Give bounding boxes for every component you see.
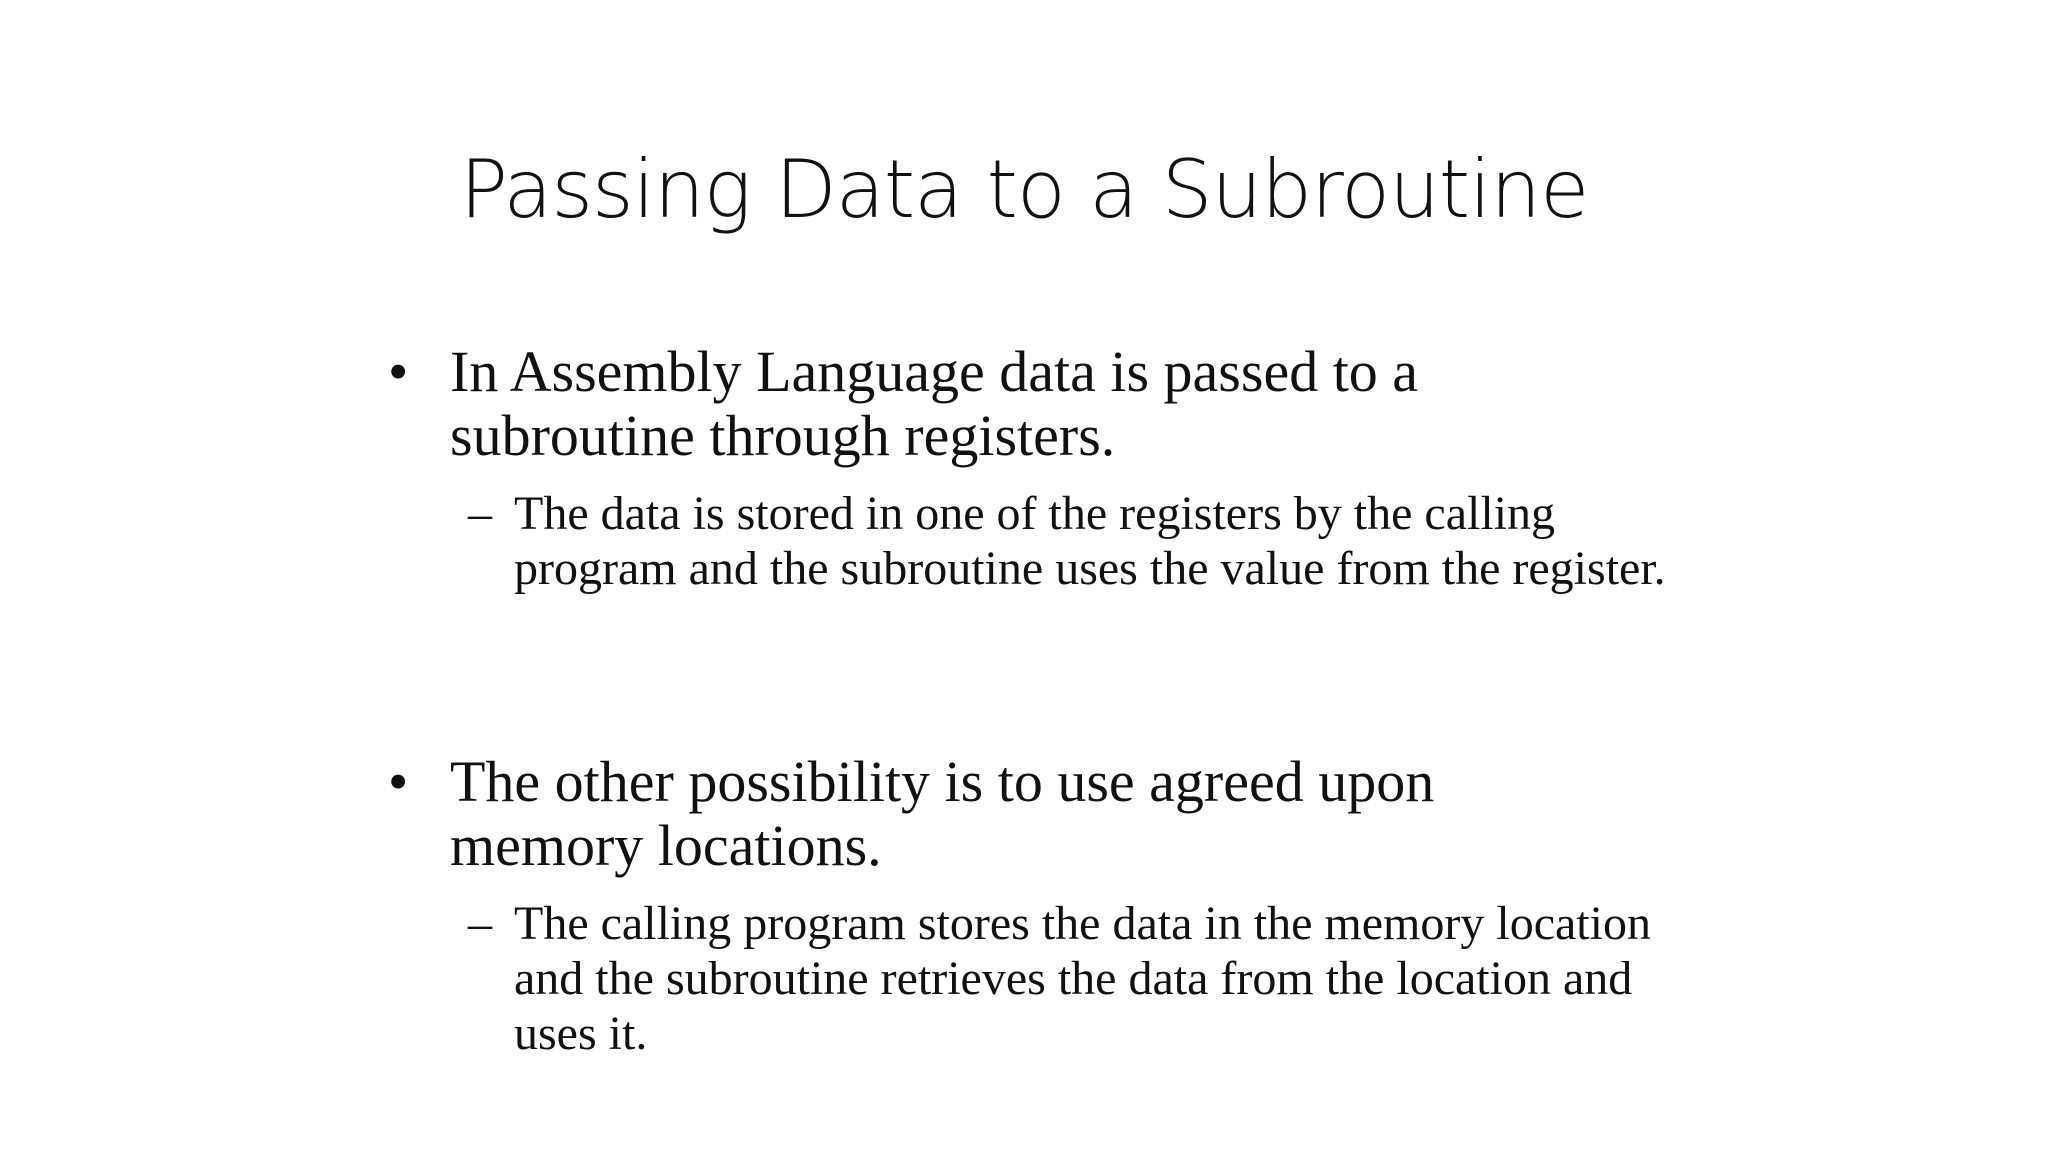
dash-icon: –	[468, 897, 492, 950]
dash-icon: –	[468, 487, 492, 540]
bullet-text: The other possibility is to use agreed upon memory locations.	[450, 749, 1435, 878]
sub-bullet-text: The calling program stores the data in the memory location and the subroutine retrieves the data from the location and uses it.	[514, 897, 1651, 1060]
bullet-text: In Assembly Language data is passed to a subroutine through registers.	[450, 339, 1419, 468]
bullet-dot-icon: •	[388, 339, 409, 404]
slide-title: Passing Data to a Subroutine	[459, 143, 1589, 236]
bullet-dot-icon: •	[388, 749, 409, 814]
sub-bullet-text: The data is stored in one of the registers by the calling program and the subroutine uses the value from the register.	[514, 487, 1666, 595]
